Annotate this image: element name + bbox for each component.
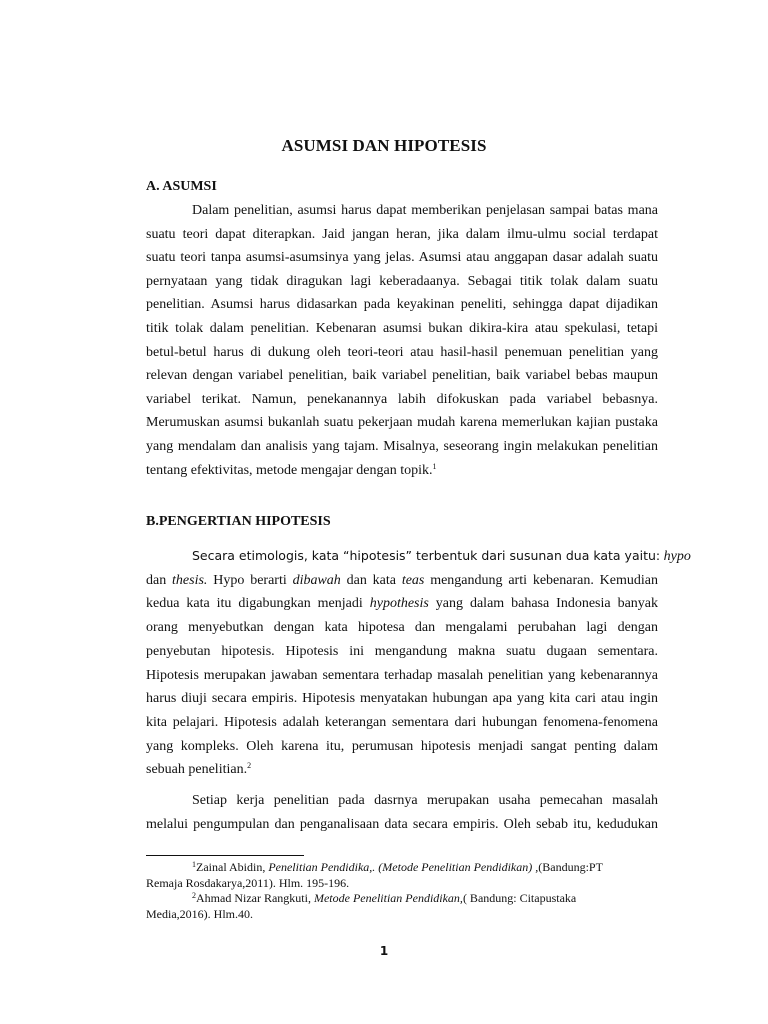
para-line-text: tentang efektivitas, metode mengajar dengan topik. <box>146 462 433 478</box>
footnote-publisher: ( Bandung: Citapustaka <box>462 891 577 905</box>
footnote-author: Ahmad Nizar Rangkuti, <box>196 891 314 905</box>
para-line: variabel terikat. Namun, penekanannya labih difokuskan pada variabel bebasnya. <box>146 391 658 407</box>
footnote-title: Penelitian Pendidika,. (Metode Penelitian Pendidikan) , <box>268 860 539 874</box>
para-line: yang mendalam dan analisis yang tajam. Misalnya, seseorang ingin melakukan penelitian <box>146 438 658 454</box>
footnote-publisher-cont: Remaja Rosdakarya,2011). Hlm. 195-196. <box>146 875 350 890</box>
text: Hypo berarti <box>207 572 293 588</box>
footnote-ref: 1 <box>432 461 437 471</box>
footnote-divider <box>146 855 304 856</box>
page-title: ASUMSI DAN HIPOTESIS <box>281 136 487 155</box>
section-b-paragraph-2 <box>146 789 658 836</box>
footnote-ref: 2 <box>247 761 252 771</box>
text: kedua kata itu digabungkan menjadi <box>146 596 370 612</box>
para-line: relevan dengan variabel penelitian, baik variabel penelitian, baik variabel bebas maupun <box>146 368 658 384</box>
para-line: harus diuji secara empiris. Hipotesis menyatakan hubungan apa yang kita cari atau ingin <box>146 691 658 707</box>
section-b-paragraph-1 <box>146 544 691 782</box>
footnote-author: Zainal Abidin, <box>196 860 269 874</box>
text: mengandung arti kebenaran. Kemudian <box>424 572 658 588</box>
para-line: yang kompleks. Oleh karena itu, perumusan hipotesis menjadi sangat penting dalam <box>146 738 658 754</box>
para-line: orang menyebutkan dengan kata hipotesa dan mengalami perubahan lagi dengan <box>146 620 658 636</box>
term-dibawah: dibawah <box>292 572 341 588</box>
para-line: Dalam penelitian, asumsi harus dapat memberikan penjelasan sampai batas mana <box>192 203 658 218</box>
term-hypo: hypo <box>663 549 691 564</box>
para-line-text: sebuah penelitian. <box>146 762 248 778</box>
footnote-title: Metode Penelitian Pendidikan, <box>313 891 463 905</box>
para-line: pernyataan yang tidak diragukan lagi keberadaanya. Sebagai titik tolak dalam suatu <box>146 273 658 289</box>
para-line: Setiap kerja penelitian pada dasrnya merupakan usaha pemecahan masalah <box>192 793 658 808</box>
para-line: suatu teori dapat diterapkan. Jaid jangan heran, jika dalam ilmu-ulmu social terdapat <box>146 226 658 242</box>
para-line-last <box>146 459 658 483</box>
section-a-paragraph <box>146 199 658 482</box>
footnote-2 <box>146 891 658 922</box>
para-line: penyebutan hipotesis. Hipotesis ini mengandung makna suatu dugaan sementara. <box>146 643 658 659</box>
para-line <box>146 544 691 569</box>
para-line: Hipotesis merupakan jawaban sementara terhadap masalah penelitian yang kebenarannya <box>146 667 658 683</box>
para-line: kita pelajari. Hipotesis adalah keterangan sementara dari hubungan fenomena-fenomena <box>146 714 658 730</box>
para-line-sans-text: Secara etimologis, kata “hipotesis” terbentuk dari susunan dua kata yaitu: <box>192 548 661 563</box>
para-line: titik tolak dalam penelitian. Kebenaran asumsi bukan dikira-kira atau spekulasi, tetapi <box>146 320 658 336</box>
section-a-heading: A. ASUMSI <box>146 179 217 194</box>
footnotes <box>146 860 658 922</box>
page-number: 1 <box>379 944 389 958</box>
term-teas: teas <box>401 572 425 588</box>
footnote-1 <box>146 860 658 891</box>
footnote-number: 1 <box>192 860 196 869</box>
para-line: Merumuskan asumsi bukanlah suatu pekerjaan mudah karena memerlukan kajian pustaka <box>146 415 658 431</box>
para-line: betul-betul harus di dukung oleh teori-teori atau hasil-hasil penemuan penelitian yang <box>146 344 658 360</box>
footnote-number: 2 <box>192 891 196 900</box>
para-line: penelitian. Asumsi harus didasarkan pada keyakinan peneliti, sehingga dapat dijadikan <box>146 297 658 313</box>
term-hypothesis: hypothesis <box>369 596 429 612</box>
para-line <box>146 592 658 616</box>
para-line-last <box>146 758 658 782</box>
term-thesis: thesis. <box>172 572 208 588</box>
section-b-heading: B.PENGERTIAN HIPOTESIS <box>146 514 331 529</box>
text: dan kata <box>340 572 402 588</box>
para-line <box>146 569 658 593</box>
para-line: suatu teori tanpa asumsi-asumsinya yang jelas. Asumsi atau anggapan dasar adalah suatu <box>146 250 658 266</box>
para-line: melalui pengumpulan dan penganalisaan data secara empiris. Oleh sebab itu, kedudukan <box>146 816 658 832</box>
footnote-publisher: (Bandung:PT <box>538 860 603 874</box>
text: dan <box>146 572 173 588</box>
footnote-publisher-cont: Media,2016). Hlm.40. <box>146 906 253 921</box>
text: yang dalam bahasa Indonesia banyak <box>428 596 658 612</box>
